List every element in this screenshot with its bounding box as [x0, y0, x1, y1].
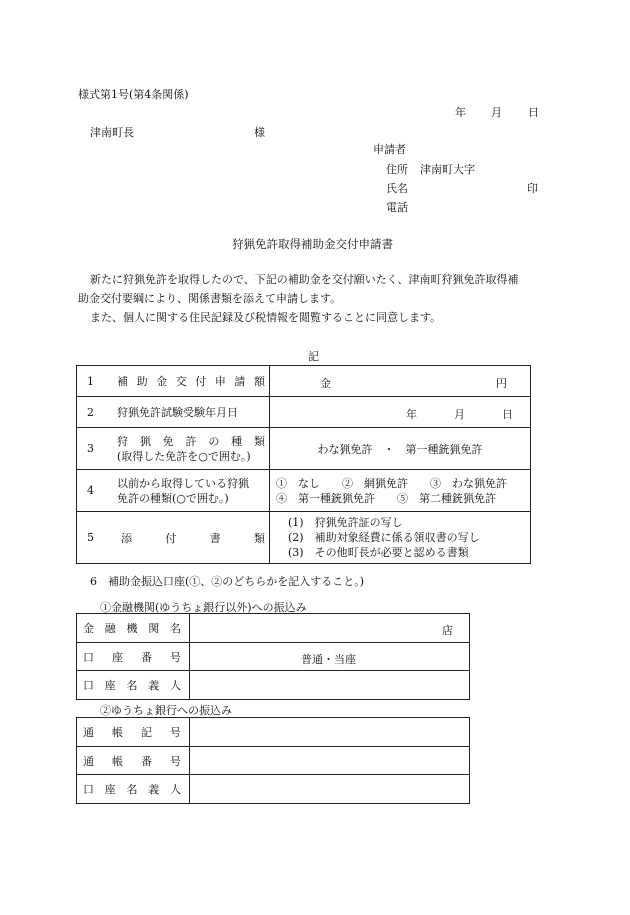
item-1-label: 補 助 金 交 付 申 請 額 — [117, 375, 265, 388]
item-3-row — [77, 428, 531, 470]
account-holder-label: 口 座 名 義 人 — [83, 679, 181, 692]
yucho-row-2 — [77, 747, 470, 775]
item-4-row — [77, 470, 531, 512]
item-4-label-line2: 免許の種類(○で囲む。) — [117, 491, 229, 505]
account-type: 普通・当座 — [301, 653, 356, 666]
bank-row-3 — [77, 671, 470, 700]
account-holder-field[interactable] — [190, 671, 470, 700]
yen-prefix: 金 — [320, 377, 331, 390]
passbook-symbol-field[interactable] — [190, 718, 470, 747]
date-month: 月 — [491, 106, 502, 119]
seal-mark: 印 — [527, 182, 538, 195]
addressee-honorific: 様 — [254, 126, 265, 139]
item-2-value-cell[interactable] — [270, 397, 531, 428]
options-line-1: ① なし ② 網猟免許 ③ わな猟免許 — [276, 476, 507, 490]
account-number-field[interactable] — [190, 643, 470, 671]
applicant-heading: 申請者 — [373, 143, 406, 156]
body-line-3: また、個人に関する住民記録及び税情報を閲覧することに同意します。 — [90, 311, 442, 324]
date-year: 年 — [455, 106, 466, 119]
address-label: 住所 — [386, 163, 408, 176]
yucho-holder-field[interactable] — [190, 775, 470, 804]
bank-row-1 — [77, 614, 470, 643]
item-1-number: 1 — [87, 374, 94, 388]
exam-day: 日 — [502, 408, 513, 421]
item-3-label-line2: (取得した免許を○で囲む。) — [117, 449, 251, 463]
item-2-label: 狩猟免許試験受験年月日 — [117, 406, 238, 419]
yucho-holder-label: 口 座 名 義 人 — [83, 783, 181, 796]
passbook-symbol-label: 通 帳 記 号 — [83, 726, 181, 739]
form-number: 様式第1号(第4条関係) — [78, 88, 189, 101]
item-1-row — [77, 366, 531, 397]
item-5-label: 添 付 書 類 — [121, 531, 265, 545]
address-value: 津南町大字 — [420, 163, 475, 176]
yucho-row-3 — [77, 775, 470, 804]
license-type-choice[interactable]: わな猟免許 ・ 第一種銃猟免許 — [270, 428, 531, 470]
exam-year: 年 — [406, 408, 417, 421]
doc-3: (3) その他町長が必要と認める書類 — [288, 546, 469, 559]
bank-heading: ①金融機関(ゆうちょ銀行以外)への振込み — [100, 601, 307, 614]
bank-name-label: 金 融 機 関 名 — [83, 622, 181, 635]
document-title: 狩猟免許取得補助金交付申請書 — [232, 237, 393, 251]
options-line-2: ④ 第一種銃猟免許 ⑤ 第二種銃猟免許 — [276, 491, 496, 505]
item-2-number: 2 — [87, 405, 94, 419]
body-line-1: 新たに狩猟免許を取得したので、下記の補助金を交付願いたく、津南町狩猟免許取得補 — [90, 273, 519, 286]
item-3-number: 3 — [87, 442, 94, 455]
exam-month: 月 — [454, 408, 465, 421]
passbook-number-label: 通 帳 番 号 — [83, 754, 181, 768]
bank-name-field[interactable] — [190, 614, 470, 643]
item-3-label-line1: 狩 猟 免 許 の 種 類 — [117, 434, 265, 448]
account-number-label: 口 座 番 号 — [83, 650, 181, 664]
bank-table — [76, 613, 470, 700]
ki-marker: 記 — [308, 350, 319, 363]
branch-suffix: 店 — [442, 624, 453, 637]
bank-row-2 — [77, 643, 470, 671]
addressee-name: 津南町長 — [90, 126, 134, 139]
item-4-number: 4 — [87, 484, 94, 497]
item-6-heading: 6 補助金振込口座(①、②のどちらかを記入すること。) — [90, 575, 365, 588]
yucho-table — [76, 717, 470, 804]
application-table — [76, 365, 531, 564]
item-2-row — [77, 397, 531, 428]
item-5-number: 5 — [87, 531, 94, 544]
doc-1: (1) 狩猟免許証の写し — [288, 516, 403, 529]
item-1-value-cell[interactable] — [270, 366, 531, 397]
yucho-row-1 — [77, 718, 470, 747]
item-5-row — [77, 512, 531, 564]
name-label: 氏名 — [386, 182, 408, 195]
prior-license-options[interactable] — [270, 470, 531, 512]
yen-suffix: 円 — [496, 377, 507, 390]
date-day: 日 — [528, 106, 539, 119]
attached-docs-cell — [270, 512, 531, 564]
body-line-2: 助金交付要綱により、関係書類を添えて申請します。 — [78, 292, 342, 305]
passbook-number-field[interactable] — [190, 747, 470, 775]
item-4-label-line1: 以前から取得している狩猟 — [117, 476, 249, 490]
doc-2: (2) 補助対象経費に係る領収書の写し — [288, 531, 480, 544]
phone-label: 電話 — [386, 201, 408, 214]
yucho-heading: ②ゆうちょ銀行への振込み — [100, 704, 232, 717]
